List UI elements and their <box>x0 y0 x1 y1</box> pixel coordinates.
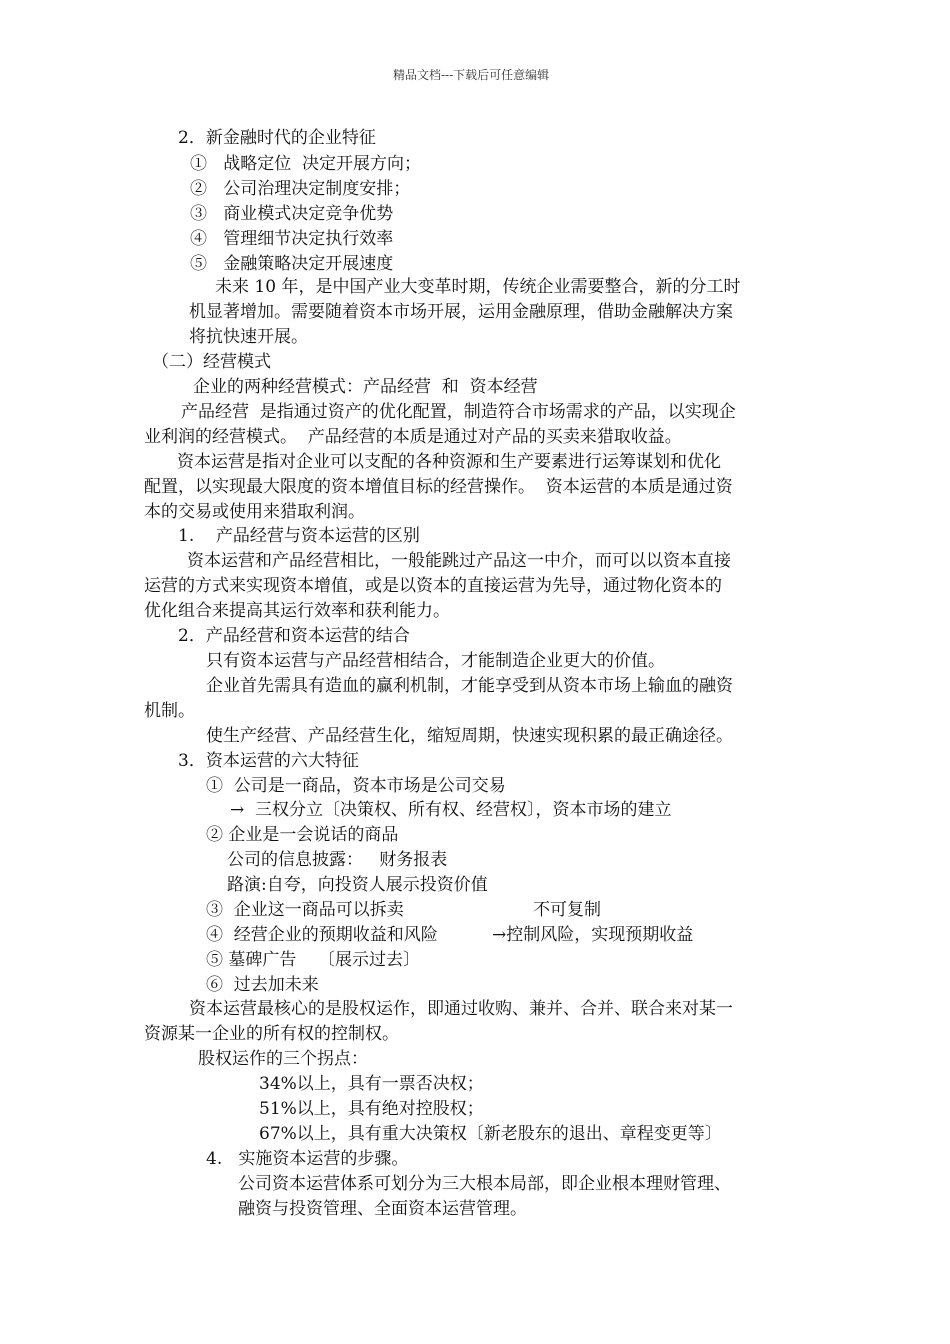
feature-subitem: 路演:自夸，向投资人展示投资价值 <box>227 875 488 895</box>
subsection-title: 1. 产品经营与资本运营的区别 <box>178 526 420 546</box>
subsection-title: 4. 实施资本运营的步骤。 <box>206 1149 409 1169</box>
feature-item: ③ 企业这一商品可以拆卖 <box>206 900 404 920</box>
feature-subitem: → 三权分立〔决策权、所有权、经营权〕，资本市场的建立 <box>230 800 672 820</box>
equity-threshold: 67%以上，具有重大决策权〔新老股东的退出、章程变更等〕 <box>259 1124 722 1144</box>
paragraph-line: 优化组合来提高其运行效率和获利能力。 <box>144 601 450 621</box>
paragraph-line: 资本运营是指对企业可以支配的各种资源和生产要素进行运筹谋划和优化 <box>177 452 721 472</box>
paragraph-line: 企业首先需具有造血的赢利机制，才能享受到从资本市场上输血的融资 <box>206 676 733 696</box>
section-heading: （二）经营模式 <box>152 352 271 372</box>
subsection-title: 3．资本运营的六大特征 <box>178 751 359 771</box>
equity-threshold: 51%以上，具有绝对控股权； <box>259 1099 484 1119</box>
feature-item: ② 企业是一会说话的商品 <box>206 825 399 845</box>
feature-list-item: ⑤ 金融策略决定开展速度 <box>190 254 394 274</box>
paragraph-line: 产品经营 是指通过资产的优化配置，制造符合市场需求的产品，以实现企 <box>181 402 736 422</box>
feature-list-item: ④ 管理细节决定执行效率 <box>190 229 394 249</box>
feature-note: →控制风险，实现预期收益 <box>492 925 694 945</box>
paragraph-line: 公司资本运营体系可划分为三大根本局部，即企业根本理财管理、 <box>238 1174 731 1194</box>
paragraph-line: 运营的方式来实现资本增值，或是以资本的直接运营为先导，通过物化资本的 <box>144 576 722 596</box>
section-2-title: 2．新金融时代的企业特征 <box>178 128 376 148</box>
feature-item: ① 公司是一商品，资本市场是公司交易 <box>206 776 506 796</box>
paragraph-line: 使生产经营、产品经营生化，缩短周期，快速实现积累的最正确途径。 <box>206 726 733 746</box>
feature-item: ④ 经营企业的预期收益和风险 <box>206 925 438 945</box>
paragraph-line: 企业的两种经营模式：产品经营 和 资本经营 <box>193 377 538 397</box>
paragraph-line: 配置，以实现最大限度的资本增值目标的经营操作。 资本运营的本质是通过资 <box>144 477 733 497</box>
feature-list-item: ② 公司治理决定制度安排； <box>190 179 411 199</box>
feature-subitem: 公司的信息披露： 财务报表 <box>227 850 448 870</box>
paragraph-line: 将抗快速开展。 <box>189 327 308 347</box>
subsection-title: 2．产品经营和资本运营的结合 <box>178 626 410 646</box>
feature-list-item: ① 战略定位 决定开展方向； <box>190 154 422 174</box>
paragraph-line: 未来 10 年，是中国产业大变革时期，传统企业需要整合，新的分工时 <box>215 277 741 297</box>
paragraph-line: 资源某一企业的所有权的控制权。 <box>144 1024 399 1044</box>
feature-item: ⑤ 墓碑广告 〔展示过去〕 <box>206 950 421 970</box>
paragraph-line: 资本运营最核心的是股权运作，即通过收购、兼并、合并、联合来对某一 <box>189 999 733 1019</box>
paragraph-line: 本的交易或使用来猎取利润。 <box>144 502 365 522</box>
feature-note: 不可复制 <box>533 900 601 920</box>
paragraph-line: 只有资本运营与产品经营相结合，才能制造企业更大的价值。 <box>206 651 665 671</box>
equity-threshold: 34%以上，具有一票否决权； <box>259 1074 484 1094</box>
page-header: 精品文档---下载后可任意编辑 <box>393 68 550 82</box>
paragraph-line: 业利润的经营模式。 产品经营的本质是通过对产品的买卖来猎取收益。 <box>144 427 682 447</box>
paragraph-line: 机制。 <box>144 701 195 721</box>
equity-title: 股权运作的三个拐点： <box>198 1049 368 1069</box>
feature-item: ⑥ 过去加未来 <box>206 975 319 995</box>
feature-list-item: ③ 商业模式决定竞争优势 <box>190 204 394 224</box>
paragraph-line: 融资与投资管理、全面资本运营管理。 <box>238 1199 527 1219</box>
paragraph-line: 机显著增加。需要随着资本市场开展，运用金融原理，借助金融解决方案 <box>189 302 733 322</box>
paragraph-line: 资本运营和产品经营相比，一般能跳过产品这一中介，而可以以资本直接 <box>187 551 731 571</box>
